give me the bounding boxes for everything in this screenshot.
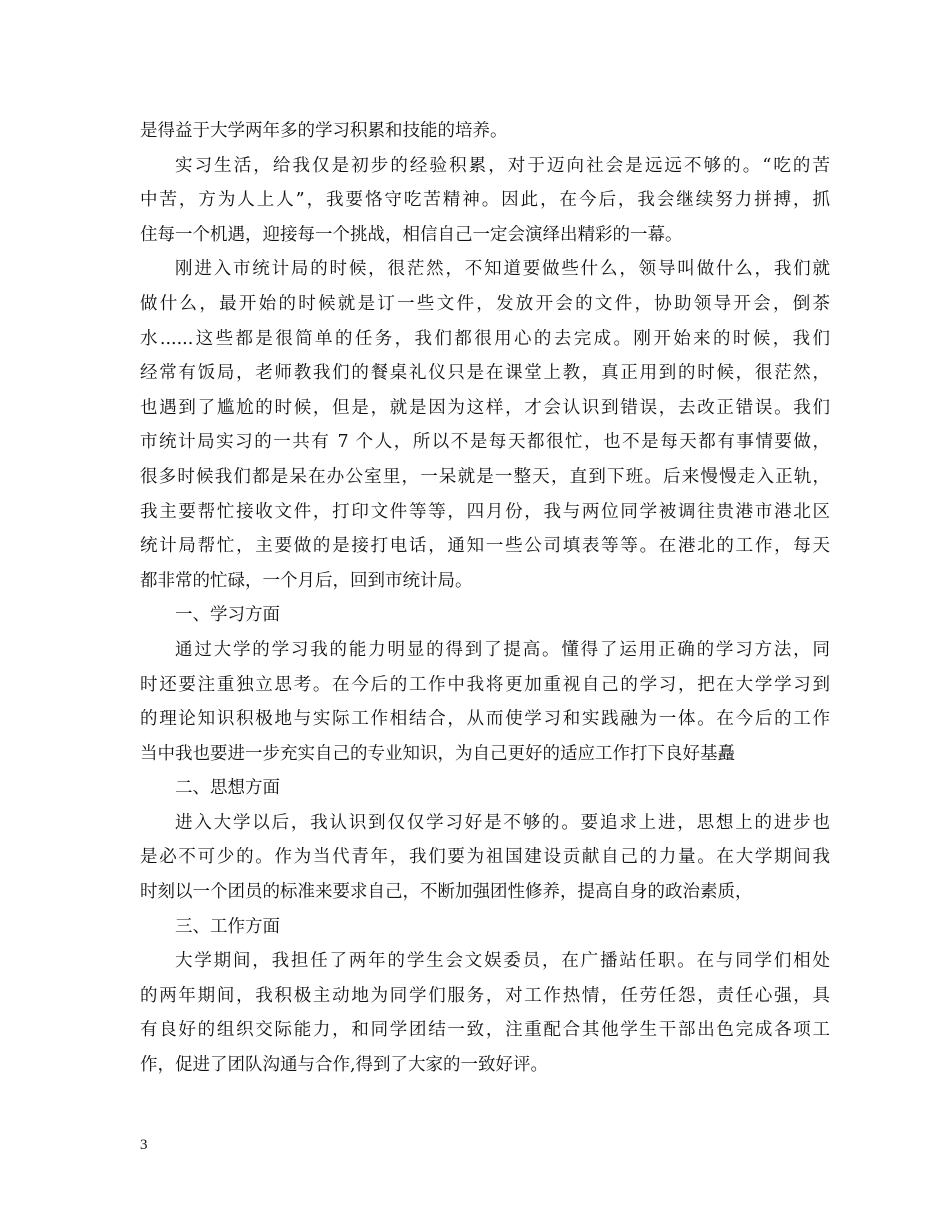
text-line: 统计局帮忙，主要做的是接打电话，通知一些公司填表等等。在港北的工作，每天 — [140, 536, 830, 557]
text-line: 时刻以一个团员的标准来要求自己，不断加强团性修养，提高自身的政治素质， — [140, 882, 753, 903]
text-line: 我主要帮忙接收文件，打印文件等等，四月份，我与两位同学被调往贵港市港北区 — [140, 501, 830, 522]
text-line: 水......这些都是很简单的任务，我们都很用心的去完成。刚开始来的时候，我们 — [140, 328, 830, 349]
text-line: 是得益于大学两年多的学习积累和技能的培养。 — [140, 121, 508, 141]
text-line: 当中我也要进一步充实自己的专业知识，为自己更好的适应工作打下良好基矗 — [140, 743, 735, 764]
text-line: 是必不可少的。作为当代青年，我们要为祖国建设贡献自己的力量。在大学期间我 — [140, 847, 830, 868]
text-line: 大学期间，我担任了两年的学生会文娱委员，在广播站任职。在与同学们相处 — [175, 951, 830, 972]
text-line: 实习生活，给我仅是初步的经验积累，对于迈向社会是远远不够的。“吃的苦 — [175, 155, 830, 176]
text-line: 有良好的组织交际能力，和同学团结一致，注重配合其他学生干部出色完成各项工 — [140, 1020, 830, 1041]
text-line: 中苦，方为人上人”，我要恪守吃苦精神。因此，在今后，我会继续努力拼搏，抓 — [140, 190, 830, 211]
text-line: 也遇到了尴尬的时候，但是，就是因为这样，才会认识到错误，去改正错误。我们 — [140, 397, 830, 418]
text-line: 很多时候我们都是呆在办公室里，一呆就是一整天，直到下班。后来慢慢走入正轨， — [140, 466, 830, 487]
text-line: 做什么，最开始的时候就是订一些文件，发放开会的文件，协助领导开会，倒茶 — [140, 293, 830, 314]
text-line: 的理论知识积极地与实际工作相结合，从而使学习和实践融为一体。在今后的工作 — [140, 709, 830, 730]
document-body — [140, 114, 830, 1083]
text-line: 作，促进了团队沟通与合作,得到了大家的一致好评。 — [140, 1055, 549, 1076]
text-line: 都非常的忙碌，一个月后，回到市统计局。 — [140, 570, 473, 591]
text-line: 二、思想方面 — [175, 778, 280, 799]
text-line: 一、学习方面 — [175, 605, 280, 626]
text-line: 经常有饭局，老师教我们的餐桌礼仪只是在课堂上教，真正用到的时候，很茫然， — [140, 363, 830, 384]
text-line: 通过大学的学习我的能力明显的得到了提高。懂得了运用正确的学习方法，同 — [175, 639, 830, 660]
text-line: 刚进入市统计局的时候，很茫然，不知道要做些什么，领导叫做什么，我们就 — [175, 259, 830, 280]
text-line: 进入大学以后，我认识到仅仅学习好是不够的。要追求上进，思想上的进步也 — [175, 812, 830, 833]
text-line: 三、工作方面 — [175, 916, 280, 937]
text-line: 的两年期间，我积极主动地为同学们服务，对工作热情，任劳任怨，责任心强，具 — [140, 985, 830, 1006]
page-number: 3 — [140, 1137, 148, 1153]
text-line: 住每一个机遇，迎接每一个挑战，相信自己一定会演绎出精彩的一幕。 — [140, 224, 683, 245]
text-line: 市统计局实习的一共有 7 个人，所以不是每天都很忙，也不是每天都有事情要做， — [140, 432, 830, 453]
text-line: 时还要注重独立思考。在今后的工作中我将更加重视自己的学习，把在大学学习到 — [140, 674, 830, 695]
